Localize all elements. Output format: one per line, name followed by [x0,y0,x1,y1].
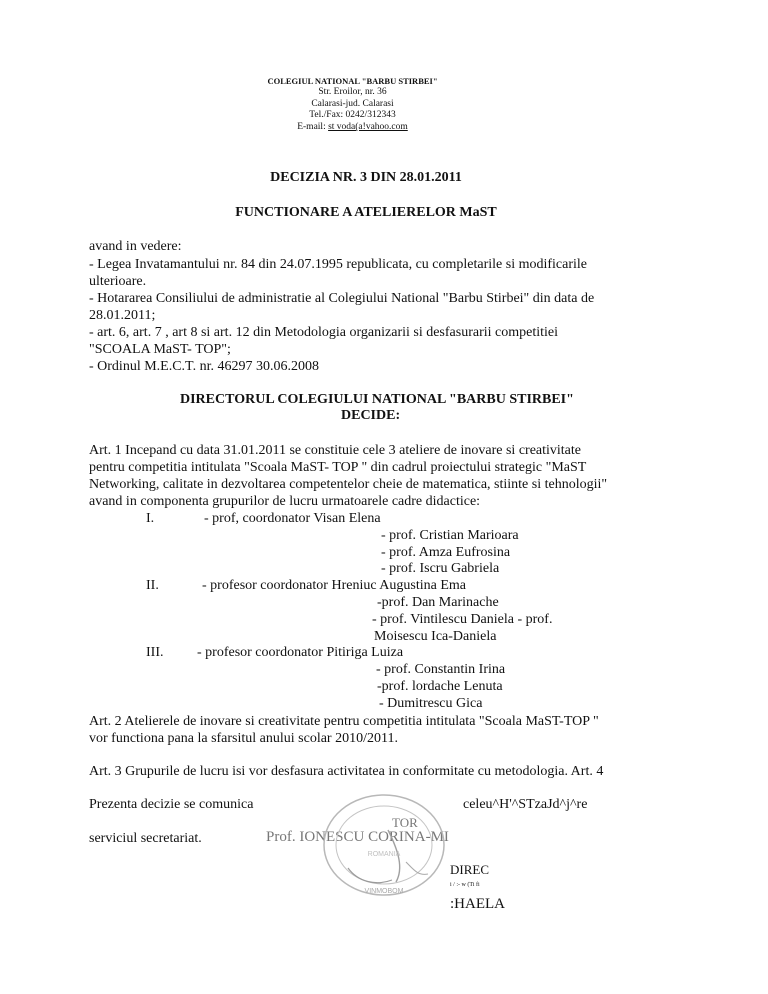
group-member: - Dumitrescu Gica [379,696,483,711]
group-member: - prof. Vintilescu Daniela - prof. [372,612,553,627]
stamp-bottom-text: VINMOBOM [364,888,404,895]
director-heading: DIRECTORUL COLEGIULUI NATIONAL "BARBU STIRBEI" [180,392,574,407]
tiny-text: i / :- w (Ti fi [450,882,480,888]
group-member: -prof. Dan Marinache [377,595,499,610]
secretariat-text: serviciul secretariat. [89,831,202,846]
subject-title: FUNCTIONARE A ATELIERELOR MaST [235,205,497,220]
group-member: - prof. Constantin Irina [376,662,506,677]
group-coordinator: - profesor coordonator Hreniuc Augustina Ema [202,578,466,593]
tor-fragment: TOR [392,815,418,830]
consideration-line: - art. 6, art. 7 , art 8 si art. 12 din Metodologia organizarii si desfasurarii competitiei [89,325,558,340]
consideration-line: - Ordinul M.E.C.T. nr. 46297 30.06.2008 [89,359,319,374]
art2-line: Art. 2 Atelierele de inovare si creativitate pentru competitia intitulata "Scoala MaST-TOP " [89,714,599,729]
institution-city: Calarasi-jud. Calarasi [311,99,394,109]
haela-text: :HAELA [450,896,505,912]
official-stamp [318,790,450,900]
consideration-line: ulterioare. [89,274,147,289]
signatory-name: Prof. IONESCU CORINA-MI [266,829,449,845]
art1-line: Art. 1 Incepand cu data 31.01.2011 se constituie cele 3 ateliere de inovare si creativitate [89,443,582,458]
institution-name: COLEGIUL NATIONAL "BARBU STIRBEI" [267,76,438,86]
communicated-text: Prezenta decizie se comunica [89,797,254,812]
considerations-intro: avand in vedere: [89,239,182,254]
group-member: Moisescu Ica-Daniela [374,629,497,644]
garbled-ocr-text: celeu^H'^STzaJd^j^re [463,797,588,812]
group-member: - prof. Cristian Marioara [381,528,519,543]
art3-line: Art. 3 Grupurile de lucru isi vor desfasura activitatea in conformitate cu metodologia. Art. 4 [89,764,604,779]
decide-heading: DECIDE: [341,408,401,423]
stamp-ring-text: ROMANIA [367,851,401,858]
institution-street: Str. Eroilor, nr. 36 [318,87,387,97]
consideration-line: - Hotararea Consiliului de administratie al Colegiului National "Barbu Stirbei" din data de [89,291,595,306]
group-numeral: I. [146,511,155,526]
institution-email-line [0,122,705,133]
group-member: - prof. Iscru Gabriela [381,561,500,576]
art1-line: Networking, calitate in dezvoltarea competentelor cheie de matematica, stiinte si tehnologii" [89,477,608,492]
consideration-line: 28.01.2011; [89,308,156,323]
consideration-line: - Legea Invatamantului nr. 84 din 24.07.1995 republicata, cu completarile si modificarile [89,257,588,272]
email-label: E-mail: [297,122,326,132]
group-coordinator: - prof, coordonator Visan Elena [204,511,381,526]
consideration-line: "SCOALA MaST- TOP"; [89,342,231,357]
direc-text: DIREC [450,862,489,877]
group-numeral: III. [146,645,164,660]
art2-line: vor functiona pana la sfarsitul anului scolar 2010/2011. [89,731,398,746]
email-link[interactable]: st voda(a!vahoo.com [328,122,408,132]
art1-line: avand in componenta grupurilor de lucru urmatoarele cadre didactice: [89,494,481,509]
group-coordinator: - profesor coordonator Pitiriga Luiza [197,645,404,660]
institution-phone: Tel./Fax: 0242/312343 [309,110,396,120]
group-member: -prof. lordache Lenuta [377,679,503,694]
group-numeral: II. [146,578,159,593]
group-member: - prof. Amza Eufrosina [381,545,511,560]
art1-line: pentru competitia intitulata "Scoala MaST- TOP " din cadrul proiectului strategic "MaST [89,460,587,475]
decision-title: DECIZIA NR. 3 DIN 28.01.2011 [270,170,462,185]
